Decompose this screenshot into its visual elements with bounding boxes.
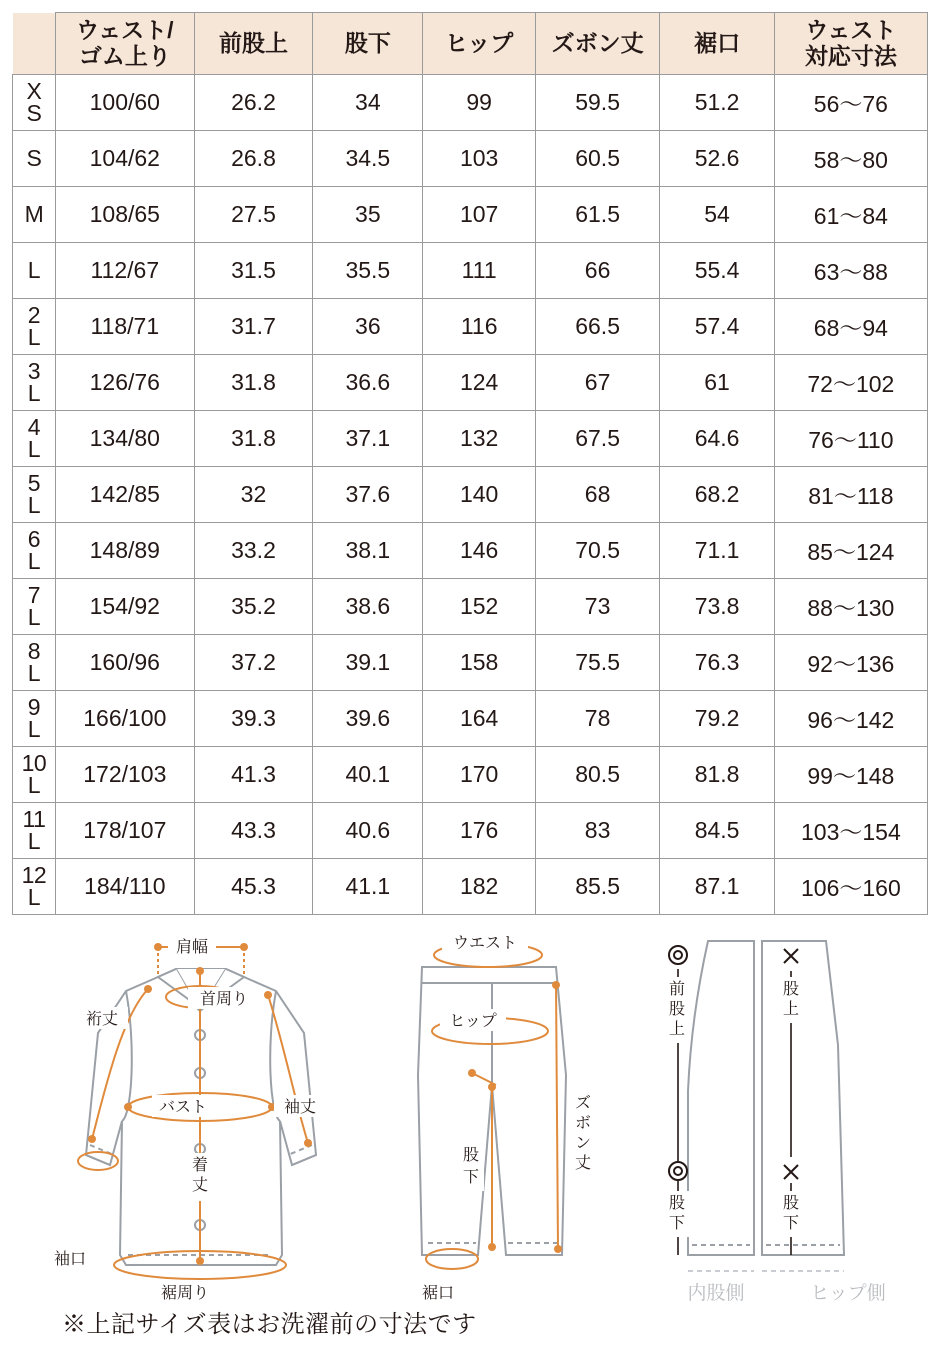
cell-waist-range: 85〜124 (774, 523, 927, 579)
size-label-part: L (27, 379, 41, 406)
cell-waist-rubber: 104/62 (55, 131, 194, 187)
cell-waist-rubber: 148/89 (55, 523, 194, 579)
cell-inseam: 37.6 (313, 467, 423, 523)
table-row (13, 579, 928, 635)
size-table (12, 12, 928, 915)
cell-inseam: 41.1 (313, 859, 423, 915)
cell-front-rise: 33.2 (194, 523, 312, 579)
cell-front-rise: 31.8 (194, 355, 312, 411)
cell-pants-length: 60.5 (535, 131, 660, 187)
cell-waist-rubber: 172/103 (55, 747, 194, 803)
cell-hip: 176 (423, 803, 535, 859)
header-row (13, 13, 928, 75)
cell-inseam: 38.6 (313, 579, 423, 635)
table-row (13, 75, 928, 131)
cell-waist-range: 106〜160 (774, 859, 927, 915)
cell-pants-length: 83 (535, 803, 660, 859)
cell-inseam: 39.1 (313, 635, 423, 691)
cell-pants-length: 78 (535, 691, 660, 747)
cell-waist-range: 99〜148 (774, 747, 927, 803)
cell-size-label (13, 355, 56, 411)
table-row (13, 523, 928, 579)
cell-hip: 164 (423, 691, 535, 747)
header-waist-range (774, 13, 927, 75)
shirt-label-bust: バスト (158, 1099, 208, 1116)
cell-hem: 68.2 (660, 467, 774, 523)
figure-shirt (40, 925, 370, 1330)
size-label-part: L (27, 659, 41, 686)
cell-hem: 87.1 (660, 859, 774, 915)
cell-size-label (13, 803, 56, 859)
size-label-part: 2 (27, 302, 41, 329)
cell-hip: 146 (423, 523, 535, 579)
cell-waist-rubber: 118/71 (55, 299, 194, 355)
table-row (13, 187, 928, 243)
cell-pants-length: 80.5 (535, 747, 660, 803)
figure-pattern (630, 925, 930, 1330)
cell-hip: 132 (423, 411, 535, 467)
cell-inseam: 35.5 (313, 243, 423, 299)
size-label-part: L (27, 827, 41, 854)
cell-hem: 57.4 (660, 299, 774, 355)
cell-inseam: 35 (313, 187, 423, 243)
cell-hip: 103 (423, 131, 535, 187)
size-label-part: L (27, 603, 41, 630)
pants-label-waist: ウエスト (452, 935, 518, 952)
cell-pants-length: 66 (535, 243, 660, 299)
table-row (13, 747, 928, 803)
cell-front-rise: 39.3 (194, 691, 312, 747)
svg-text:下: 下 (462, 1169, 480, 1186)
cell-hem: 54 (660, 187, 774, 243)
cell-inseam: 39.6 (313, 691, 423, 747)
pattern-label-inseam-left: 股 (668, 1195, 686, 1212)
table-body (13, 75, 928, 915)
cell-size-label (13, 579, 56, 635)
header-waist-range-line2: 対応寸法 (804, 42, 897, 69)
cell-front-rise: 31.5 (194, 243, 312, 299)
header-hip: ヒップ (423, 13, 535, 75)
cell-front-rise: 26.8 (194, 131, 312, 187)
table-row (13, 635, 928, 691)
cell-inseam: 36.6 (313, 355, 423, 411)
cell-front-rise: 35.2 (194, 579, 312, 635)
cell-front-rise: 41.3 (194, 747, 312, 803)
cell-hip: 158 (423, 635, 535, 691)
cell-inseam: 38.1 (313, 523, 423, 579)
cell-waist-range: 103〜154 (774, 803, 927, 859)
figure-pants (380, 925, 630, 1330)
cell-size-label (13, 635, 56, 691)
size-label-part: 10 (21, 750, 47, 777)
shirt-label-length: 着 (191, 1157, 209, 1174)
cell-waist-range: 88〜130 (774, 579, 927, 635)
pants-label-length: ズ (574, 1095, 592, 1112)
cell-front-rise: 32 (194, 467, 312, 523)
pants-label-inseam: 股 (462, 1147, 480, 1164)
cell-size-label (13, 75, 56, 131)
table-row (13, 859, 928, 915)
size-label-part: S (26, 99, 42, 126)
svg-text:上: 上 (782, 1001, 800, 1018)
cell-waist-range: 61〜84 (774, 187, 927, 243)
cell-inseam: 37.1 (313, 411, 423, 467)
cell-size-label (13, 859, 56, 915)
cell-pants-length: 67 (535, 355, 660, 411)
size-label-part: 7 (27, 582, 41, 609)
pattern-label-front-rise: 前 (668, 981, 686, 998)
measurement-figures (0, 925, 940, 1345)
size-label-part: L (27, 435, 41, 462)
cell-hip: 152 (423, 579, 535, 635)
cell-waist-range: 92〜136 (774, 635, 927, 691)
svg-text:股: 股 (668, 1001, 686, 1018)
pattern-label-inner: 内股側 (687, 1283, 745, 1304)
cell-waist-rubber: 126/76 (55, 355, 194, 411)
pattern-diagram (630, 925, 930, 1325)
header-waist-rubber-line1: ウェスト/ (76, 16, 174, 43)
header-waist-rubber (55, 13, 194, 75)
cell-size-label (13, 131, 56, 187)
cell-waist-range: 76〜110 (774, 411, 927, 467)
header-hem: 裾口 (660, 13, 774, 75)
cell-hem: 55.4 (660, 243, 774, 299)
pants-diagram (380, 925, 630, 1325)
cell-hip: 116 (423, 299, 535, 355)
cell-waist-rubber: 166/100 (55, 691, 194, 747)
cell-waist-rubber: 184/110 (55, 859, 194, 915)
cell-hem: 71.1 (660, 523, 774, 579)
cell-hip: 182 (423, 859, 535, 915)
cell-size-label (13, 187, 56, 243)
cell-waist-range: 68〜94 (774, 299, 927, 355)
cell-waist-rubber: 154/92 (55, 579, 194, 635)
cell-hem: 81.8 (660, 747, 774, 803)
cell-hip: 99 (423, 75, 535, 131)
table-row (13, 299, 928, 355)
cell-size-label (13, 299, 56, 355)
svg-text:下: 下 (782, 1215, 800, 1232)
size-label-part: 9 (27, 694, 41, 721)
cell-front-rise: 26.2 (194, 75, 312, 131)
cell-hem: 64.6 (660, 411, 774, 467)
cell-pants-length: 85.5 (535, 859, 660, 915)
header-inseam: 股下 (313, 13, 423, 75)
footnote: ※上記サイズ表はお洗濯前の寸法です (62, 1311, 477, 1338)
cell-size-label (13, 523, 56, 579)
cell-waist-range: 58〜80 (774, 131, 927, 187)
header-front-rise: 前股上 (194, 13, 312, 75)
table-row (13, 803, 928, 859)
size-label-part: 6 (27, 526, 41, 553)
pants-label-hip: ヒップ (449, 1013, 497, 1030)
cell-pants-length: 59.5 (535, 75, 660, 131)
table-row (13, 355, 928, 411)
cell-hem: 52.6 (660, 131, 774, 187)
shirt-label-yuki: 裄丈 (85, 1011, 119, 1028)
header-corner (13, 13, 56, 75)
cell-waist-range: 96〜142 (774, 691, 927, 747)
shirt-label-cuff: 袖口 (53, 1251, 87, 1268)
cell-hip: 170 (423, 747, 535, 803)
cell-hip: 140 (423, 467, 535, 523)
size-label-part: L (27, 256, 41, 283)
cell-waist-rubber: 142/85 (55, 467, 194, 523)
svg-text:丈: 丈 (191, 1177, 209, 1194)
table-header (13, 13, 928, 75)
table-row (13, 411, 928, 467)
cell-inseam: 40.1 (313, 747, 423, 803)
size-label-part: 5 (27, 470, 41, 497)
cell-waist-range: 81〜118 (774, 467, 927, 523)
cell-front-rise: 31.8 (194, 411, 312, 467)
size-label-part: 8 (27, 638, 41, 665)
cell-waist-rubber: 160/96 (55, 635, 194, 691)
size-label-part: L (27, 715, 41, 742)
cell-pants-length: 73 (535, 579, 660, 635)
cell-pants-length: 67.5 (535, 411, 660, 467)
size-label-part: M (24, 200, 44, 227)
cell-front-rise: 37.2 (194, 635, 312, 691)
table-row (13, 467, 928, 523)
header-waist-range-line1: ウェスト (805, 16, 897, 43)
pattern-label-hipside: ヒップ側 (810, 1283, 886, 1304)
table-row (13, 691, 928, 747)
size-label-part: X (26, 78, 42, 105)
svg-text:下: 下 (668, 1215, 686, 1232)
size-label-part: 3 (27, 358, 41, 385)
cell-front-rise: 45.3 (194, 859, 312, 915)
svg-text:上: 上 (668, 1021, 686, 1038)
cell-pants-length: 70.5 (535, 523, 660, 579)
cell-inseam: 36 (313, 299, 423, 355)
cell-hip: 111 (423, 243, 535, 299)
cell-hip: 124 (423, 355, 535, 411)
shirt-label-hem: 裾周り (160, 1285, 210, 1302)
shirt-label-neck: 首周り (199, 991, 249, 1008)
cell-size-label (13, 411, 56, 467)
svg-text:ン: ン (574, 1135, 592, 1152)
cell-hem: 76.3 (660, 635, 774, 691)
cell-pants-length: 66.5 (535, 299, 660, 355)
size-label-part: L (27, 491, 41, 518)
table-row (13, 243, 928, 299)
cell-waist-rubber: 100/60 (55, 75, 194, 131)
cell-pants-length: 68 (535, 467, 660, 523)
size-label-part: S (26, 144, 42, 171)
cell-size-label (13, 747, 56, 803)
pattern-label-inseam-right: 股 (782, 1195, 800, 1212)
cell-pants-length: 61.5 (535, 187, 660, 243)
cell-hem: 73.8 (660, 579, 774, 635)
size-label-part: L (27, 323, 41, 350)
pattern-label-rise: 股 (782, 981, 800, 998)
pants-label-hem: 裾口 (421, 1285, 455, 1302)
table-row (13, 131, 928, 187)
cell-size-label (13, 243, 56, 299)
shirt-label-sleeve: 袖丈 (283, 1099, 317, 1116)
cell-front-rise: 27.5 (194, 187, 312, 243)
cell-waist-rubber: 178/107 (55, 803, 194, 859)
cell-waist-rubber: 108/65 (55, 187, 194, 243)
shirt-diagram (40, 925, 370, 1325)
cell-inseam: 40.6 (313, 803, 423, 859)
header-waist-rubber-line2: ゴム上り (78, 42, 171, 69)
size-label-part: L (27, 883, 41, 910)
svg-text:ボ: ボ (574, 1115, 592, 1132)
cell-inseam: 34 (313, 75, 423, 131)
cell-hem: 61 (660, 355, 774, 411)
cell-hem: 79.2 (660, 691, 774, 747)
cell-size-label (13, 691, 56, 747)
cell-front-rise: 43.3 (194, 803, 312, 859)
size-label-part: 4 (27, 414, 41, 441)
size-label-part: L (27, 771, 41, 798)
cell-size-label (13, 467, 56, 523)
size-label-part: 11 (22, 806, 46, 833)
cell-front-rise: 31.7 (194, 299, 312, 355)
cell-hem: 84.5 (660, 803, 774, 859)
cell-waist-range: 63〜88 (774, 243, 927, 299)
header-pants-length: ズボン丈 (535, 13, 660, 75)
cell-waist-rubber: 112/67 (55, 243, 194, 299)
cell-waist-range: 72〜102 (774, 355, 927, 411)
cell-waist-range: 56〜76 (774, 75, 927, 131)
cell-pants-length: 75.5 (535, 635, 660, 691)
cell-inseam: 34.5 (313, 131, 423, 187)
cell-hem: 51.2 (660, 75, 774, 131)
cell-hip: 107 (423, 187, 535, 243)
shirt-label-shoulder: 肩幅 (175, 939, 209, 956)
size-label-part: L (27, 547, 41, 574)
size-label-part: 12 (21, 862, 47, 889)
svg-text:丈: 丈 (574, 1155, 592, 1172)
cell-waist-rubber: 134/80 (55, 411, 194, 467)
